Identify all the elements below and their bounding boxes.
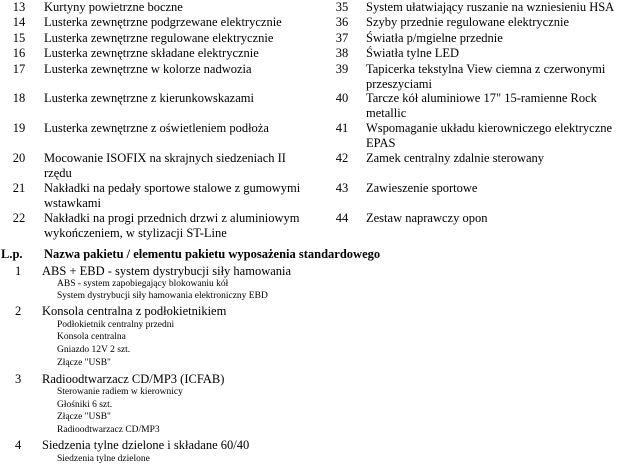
item-number: 22: [12, 211, 26, 225]
package-subitem: Radioodtwarzacz CD/MP3: [57, 425, 160, 435]
item-number: 40: [335, 91, 349, 105]
package-name: Radioodtwarzacz CD/MP3 (ICFAB): [42, 372, 225, 386]
item-number: 39: [335, 62, 349, 76]
item-number: 16: [12, 46, 26, 60]
item-number: 42: [335, 151, 349, 165]
item-text: Tapicerka tekstylna View ciemna z czerwonymi przeszyciami: [366, 62, 606, 91]
package-subitem: Konsola centralna: [57, 332, 126, 342]
item-text: Lusterka zewnętrzne z oświetleniem podłoża: [44, 121, 269, 135]
item-number: 38: [335, 46, 349, 60]
item-text: Lusterka zewnętrzne z kierunkowskazami: [44, 91, 254, 105]
package-subitem: Siedzenia tylne dzielone: [57, 454, 150, 464]
package-subitem: Gniazdo 12V 2 szt.: [57, 345, 131, 355]
package-number: 2: [15, 304, 22, 318]
package-subitem: Sterowanie radiem w kierownicy: [57, 387, 183, 397]
package-number: 1: [15, 264, 22, 278]
item-number: 35: [335, 0, 349, 14]
item-text: Kurtyny powietrzne boczne: [44, 0, 183, 14]
item-number: 13: [12, 0, 26, 14]
item-number: 14: [12, 15, 26, 29]
package-name: Siedzenia tylne dzielone i składane 60/40: [42, 438, 250, 452]
package-name-header: Nazwa pakietu / elementu pakietu wyposażenia standardowego: [44, 247, 381, 261]
item-number: 19: [12, 121, 26, 135]
lp-header: L.p.: [1, 247, 23, 261]
item-text: Zestaw naprawczy opon: [366, 211, 488, 225]
package-name: ABS + EBD - system dystrybucji siły hamowania: [42, 264, 292, 278]
item-text: Nakładki na progi przednich drzwi z aluminiowym wykończeniem, w stylizacji ST-Line: [44, 211, 300, 240]
item-text: Lusterka zewnętrzne regulowane elektrycznie: [44, 31, 274, 45]
item-text: Światła p/mgielne przednie: [366, 31, 503, 45]
package-subitem: ABS - system zapobiegający blokowaniu kół: [57, 279, 229, 289]
package-subitem: Złącze "USB": [57, 412, 111, 422]
item-number: 37: [335, 31, 349, 45]
item-text: Tarcze kół aluminiowe 17" 15-ramienne Rock metallic: [366, 91, 597, 120]
package-subitem: Głośniki 6 szt.: [57, 400, 113, 410]
item-number: 44: [335, 211, 349, 225]
item-text: Lusterka zewnętrzne składane elektrycznie: [44, 46, 259, 60]
item-text: Mocowanie ISOFIX na skrajnych siedzeniach II rzędu: [44, 151, 286, 180]
item-text: Zawieszenie sportowe: [366, 181, 478, 195]
item-text: Lusterka zewnętrzne w kolorze nadwozia: [44, 62, 252, 76]
package-subitem: System dystrybucji siły hamowania elektroniczny EBD: [57, 291, 268, 301]
item-text: Nakładki na pedały sportowe stalowe z gumowymi wstawkami: [44, 181, 301, 210]
package-number: 3: [15, 372, 22, 386]
item-number: 43: [335, 181, 349, 195]
item-text: Zamek centralny zdalnie sterowany: [366, 151, 545, 165]
item-number: 41: [335, 121, 349, 135]
item-text: Szyby przednie regulowane elektrycznie: [366, 15, 570, 29]
package-subitem: Podłokietnik centralny przedni: [57, 320, 175, 330]
item-number: 17: [12, 62, 26, 76]
item-number: 36: [335, 15, 349, 29]
item-number: 20: [12, 151, 26, 165]
item-number: 18: [12, 91, 26, 105]
item-text: System ułatwiający ruszanie na wzniesieniu HSA: [366, 0, 615, 14]
item-text: Światła tylne LED: [366, 46, 460, 60]
item-text: Lusterka zewnętrzne podgrzewane elektrycznie: [44, 15, 282, 29]
package-subitem: Złącze "USB": [57, 358, 111, 368]
package-number: 4: [15, 438, 22, 452]
item-number: 21: [12, 181, 26, 195]
item-text: Wspomaganie układu kierowniczego elektryczne EPAS: [366, 121, 613, 150]
item-number: 15: [12, 31, 26, 45]
package-name: Konsola centralna z podłokietnikiem: [42, 304, 227, 318]
